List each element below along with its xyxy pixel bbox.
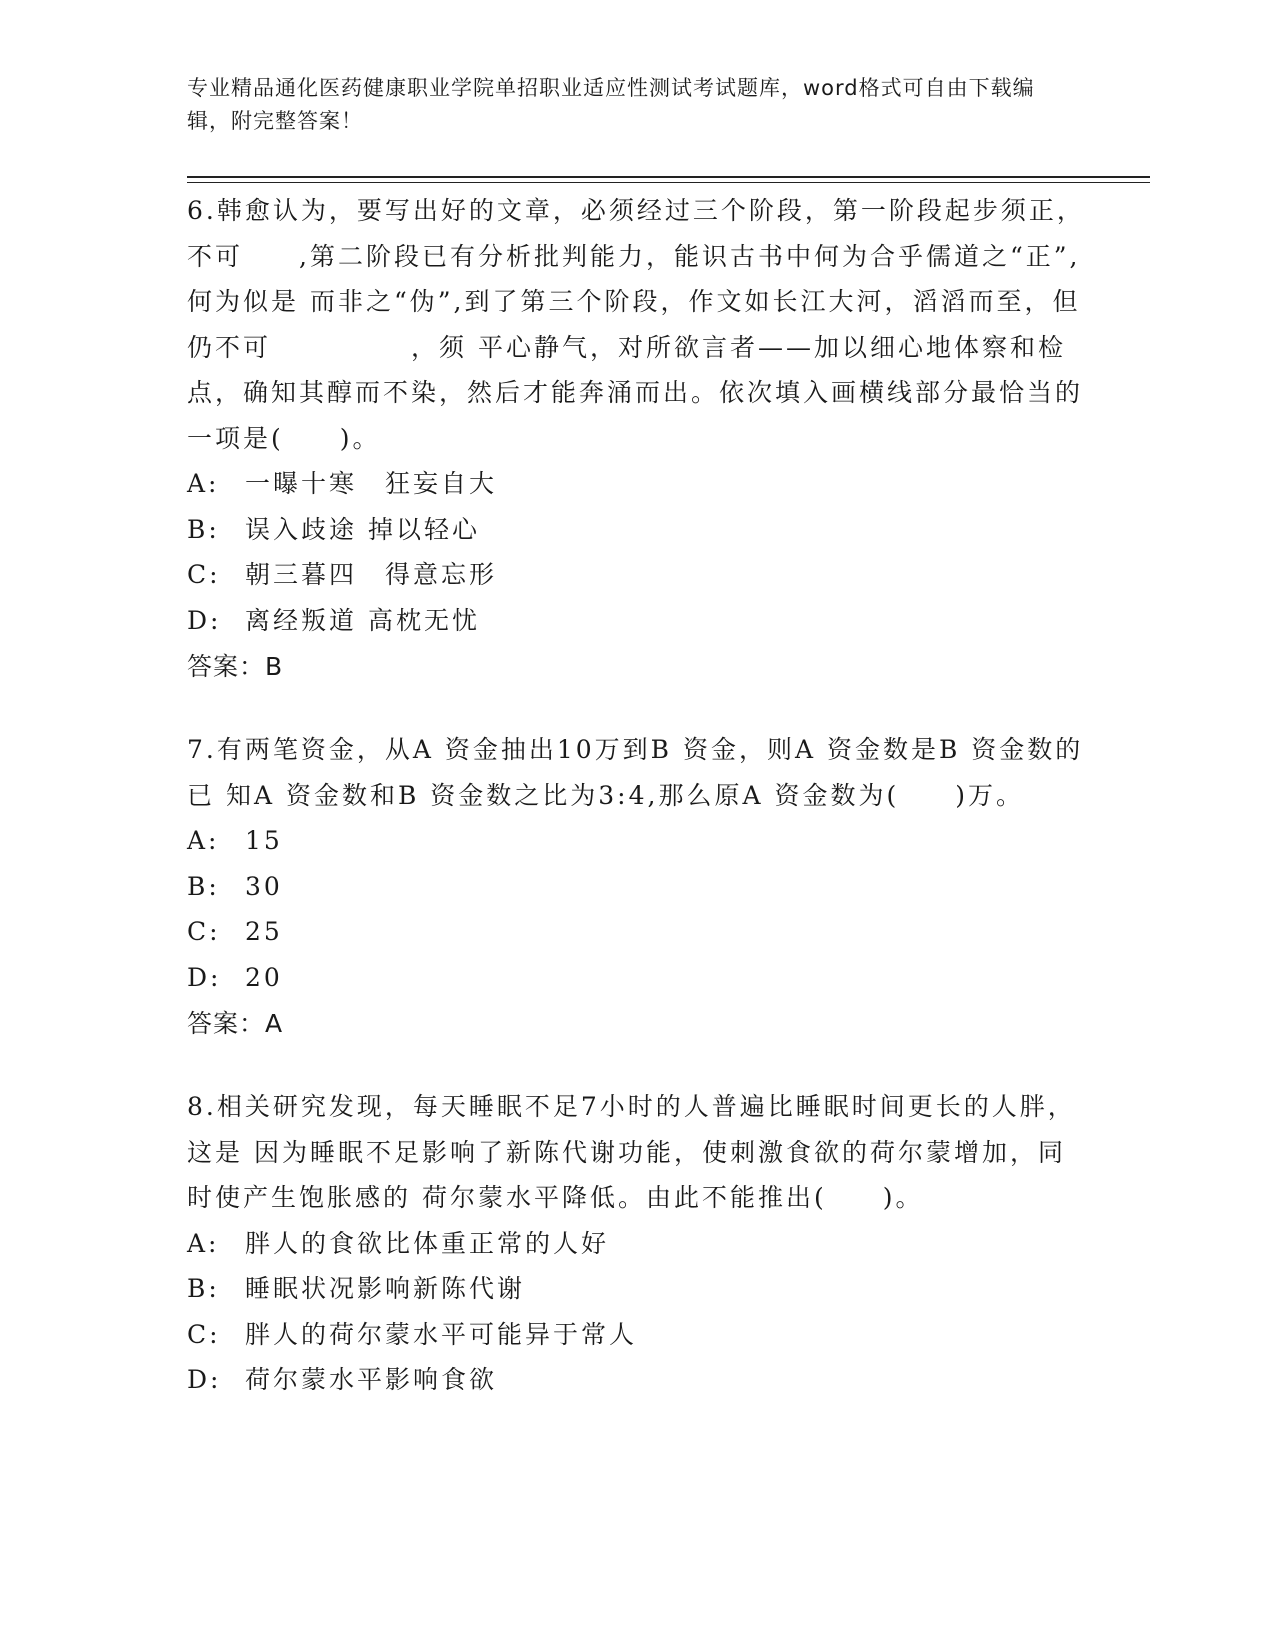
option-text: 朝三暮四 得意忘形 (245, 560, 498, 589)
option-text: 一曝十寒 狂妄自大 (245, 469, 498, 498)
question-6 (187, 188, 1087, 690)
option-label: B: (187, 1274, 220, 1303)
answer-line: 答案：B (187, 652, 284, 681)
option-c (187, 1312, 1087, 1358)
option-text: 胖人的荷尔蒙水平可能异于常人 (245, 1319, 638, 1349)
option-label: B: (187, 871, 220, 901)
option-label: C: (187, 917, 221, 946)
option-a (187, 1221, 1087, 1267)
option-text: 25 (245, 917, 283, 946)
option-b (187, 507, 1087, 553)
option-text: 离经叛道 高枕无忧 (245, 605, 480, 635)
option-label: A: (187, 826, 220, 855)
option-a (187, 818, 1087, 864)
question-stem: 6.韩愈认为，要写出好的文章，必须经过三个阶段，第一阶段起步须正，不可 ,第二阶段已有分析批判能力，能识古书中何为合乎儒道之“正”,何为似是 而非之“伪”,到了第三个阶段，作文如长江大河，滔滔而至，但仍不可 ，须 平心静气，对所欲言者——加以细心地体察和检点，确知其醇而不染，然后才能奔涌而出。依次填入画横线部分最恰当的一项是( )。 (187, 196, 1085, 453)
option-text: 误入歧途 掉以轻心 (245, 514, 480, 544)
option-a (187, 461, 1087, 507)
question-stem: 8.相关研究发现，每天睡眠不足7小时的人普遍比睡眠时间更长的人胖，这是 因为睡眠不足影响了新陈代谢功能，使刺激食欲的荷尔蒙增加，同时使产生饱胀感的 荷尔蒙水平降低。由此不能推出( )。 (187, 1092, 1076, 1212)
header-rule-thin (187, 182, 1150, 183)
question-list (187, 188, 1087, 1440)
option-label: B: (187, 514, 220, 544)
option-c (187, 552, 1087, 598)
option-b (187, 864, 1087, 910)
option-text: 胖人的食欲比体重正常的人好 (245, 1228, 610, 1258)
option-d (187, 955, 1087, 1001)
header-rule-thick (187, 176, 1150, 178)
option-label: D: (187, 962, 222, 992)
option-d (187, 598, 1087, 644)
option-c (187, 909, 1087, 955)
option-label: C: (187, 560, 221, 589)
option-label: C: (187, 1319, 221, 1349)
option-text: 30 (245, 871, 283, 901)
option-label: D: (187, 605, 222, 635)
answer-line: 答案：A (187, 1009, 284, 1038)
option-d (187, 1357, 1087, 1403)
question-stem: 7.有两笔资金，从A 资金抽出10万到B 资金，则A 资金数是B 资金数的已 知A 资金数和B 资金数之比为3:4,那么原A 资金数为( )万。 (187, 735, 1084, 810)
document-header: 专业精品通化医药健康职业学院单招职业适应性测试考试题库，word格式可自由下载编辑，附完整答案！ (187, 76, 1035, 133)
option-text: 15 (245, 826, 283, 855)
option-text: 睡眠状况影响新陈代谢 (245, 1274, 526, 1303)
option-b (187, 1266, 1087, 1312)
option-label: A: (187, 469, 220, 498)
option-label: D: (187, 1365, 222, 1394)
question-8 (187, 1084, 1087, 1403)
option-label: A: (187, 1228, 220, 1258)
option-text: 20 (245, 962, 283, 992)
question-7 (187, 727, 1087, 1047)
option-text: 荷尔蒙水平影响食欲 (245, 1365, 498, 1394)
